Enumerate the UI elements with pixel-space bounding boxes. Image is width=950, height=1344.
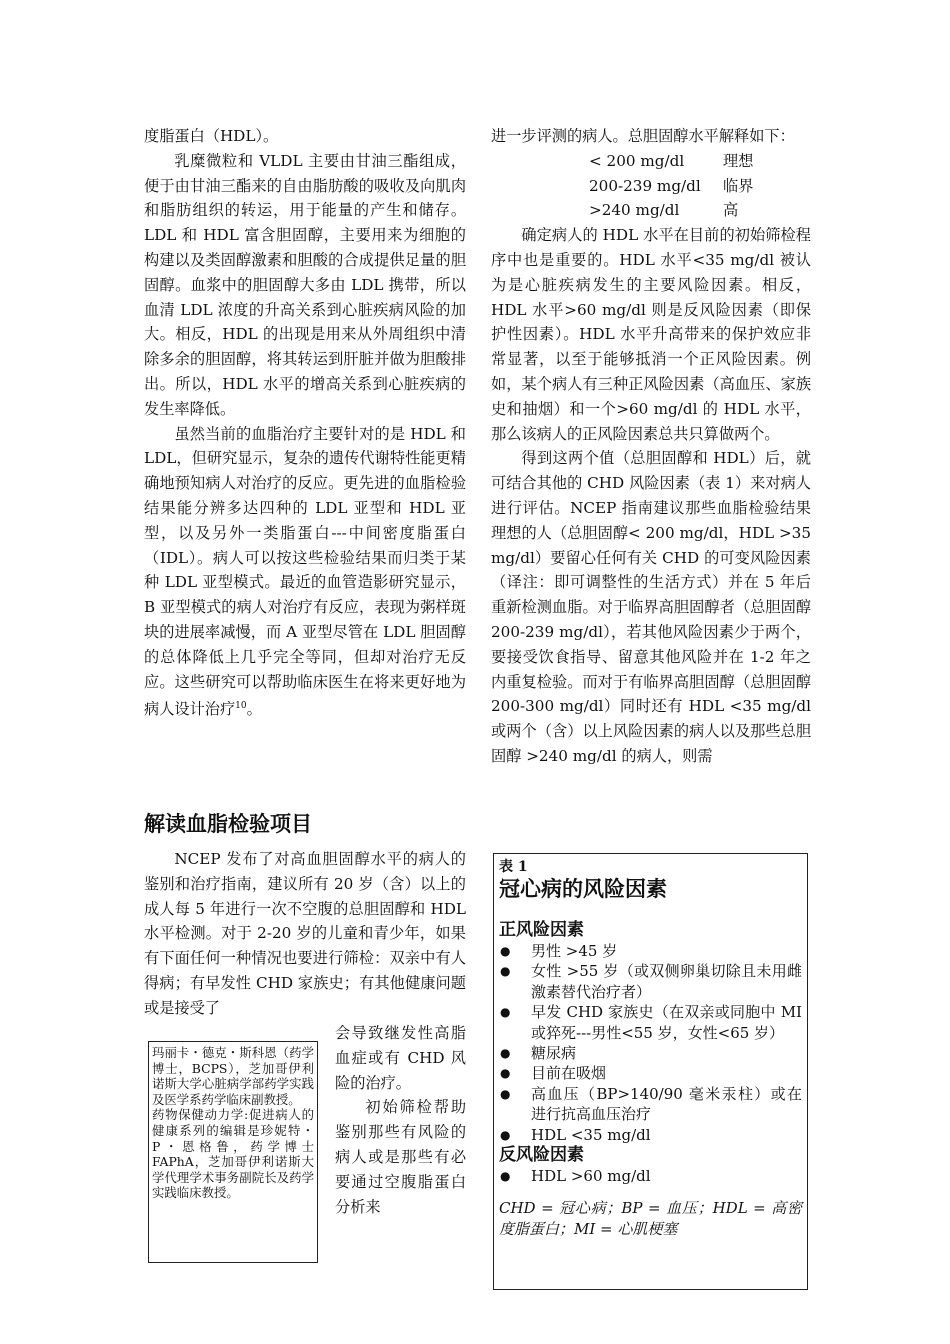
paragraph-hdl-end: 度脂蛋白（HDL）。 (144, 127, 279, 145)
negative-factors-heading: 反风险因素 (499, 1145, 584, 1166)
list-item (499, 1063, 802, 1083)
bullet-icon: ● (500, 1005, 511, 1020)
chol-value: 200-239 mg/dl (589, 176, 701, 195)
table-row (589, 174, 753, 199)
table-row (589, 149, 753, 174)
list-item-text: 男性 >45 岁 (531, 942, 618, 960)
ncep-continuation: 会导致继发性高脂血症或有 CHD 风险的治疗。 (335, 1024, 466, 1092)
hdl-paragraph: 确定病人的 HDL 水平在目前的初始筛检程序中也是重要的。HDL 水平<35 mg/dl 被认为是心脏疾病发生的主要风险因素。相反，HDL 水平>60 mg/dl 则是反风险因素（即保护性因素）。HDL 水平升高带来的保护效应非常显著，以至于能够抵消一个正风险因素。例如，某个病人有三种正风险因素（高血压、家族史和抽烟）和一个>60 mg/dl 的 HDL 水平，那么该病人的正风险因素总共只算做两个。 (491, 226, 811, 443)
bullet-icon: ● (500, 944, 511, 958)
table-title: 冠心病的风险因素 (499, 876, 667, 901)
chol-value: < 200 mg/dl (589, 151, 685, 170)
ncep-paragraph-text: NCEP 发布了对高血胆固醇水平的病人的鉴别和治疗指南，建议所有 20 岁（含）以上的成人每 5 年进行一次不空腹的总胆固醇和 HDL 水平检测。对于 2-20 岁的儿童和青少年，如果有下面任何一种情况也要进行筛检：双亲中有人得病；有早发性 CHD 家族史；有其他健康问题或是接受了 (144, 850, 466, 1017)
positive-factors-heading: 正风险因素 (499, 920, 584, 940)
bullet-icon: ● (500, 1086, 511, 1101)
section-heading: 解读血脂检验项目 (144, 812, 312, 836)
paragraph-subtypes-text: 虽然当前的血脂治疗主要针对的是 HDL 和 LDL，但研究显示，复杂的遗传代谢特性能更精确地预知病人对治疗的反应。更先进的血脂检验结果能分辨多达四种的 LDL 亚型和 HDL 亚型，以及另外一类脂蛋白---中间密度脂蛋白（IDL）。病人可以按这些检验结果而归类于某种 LDL 亚型模式。最近的血管造影研究显示，B 亚型模式的病人对治疗有反应，表现为粥样斑块的进展率减慢，而 A 亚型尽管在 LDL 胆固醇的总体降低上几乎完全等同，但却对治疗无反应。这些研究可以帮助临床医生在将来更好地为病人设计治疗 (144, 424, 466, 719)
table-label: 表 1 (499, 859, 528, 875)
list-item-text: 糖尿病 (531, 1044, 577, 1063)
list-item (499, 1002, 802, 1043)
cholesterol-levels-table (589, 149, 753, 223)
paragraph-subtypes (144, 422, 466, 723)
bullet-icon: ● (500, 964, 511, 979)
author-info-box (148, 1041, 318, 1263)
left-column (144, 124, 466, 722)
ncep-narrow-column (335, 1021, 466, 1219)
chol-label: 高 (723, 201, 739, 220)
chol-label: 临界 (723, 176, 754, 195)
bullet-icon: ● (500, 1169, 511, 1184)
screening-paragraph: 初始筛检帮助鉴别那些有风险的病人或是那些有必要通过空腹脂蛋白分析来 (335, 1098, 466, 1216)
chol-value: >240 mg/dl (589, 201, 680, 220)
list-item-text: 早发 CHD 家族史（在双亲或同胞中 MI 或猝死---男性<55 岁，女性<65 岁） (531, 1003, 802, 1042)
paragraph-subtypes-end: 。 (246, 700, 262, 719)
chol-label: 理想 (723, 151, 754, 170)
list-item (499, 961, 802, 1002)
list-item (499, 1166, 802, 1186)
reference-superscript: 10 (235, 701, 247, 712)
paragraph-lipoproteins: 乳糜微粒和 VLDL 主要由甘油三酯组成，便于由甘油三酯来的自由脂肪酸的吸收及向肌肉和脂肪组织的转运，用于能量的产生和储存。LDL 和 HDL 富含胆固醇，主要用来为细胞的构建以及类固醇激素和胆酸的合成提供足量的胆固醇。血浆中的胆固醇大多由 LDL 携带，所以血清 LDL 浓度的升高关系到心脏疾病风险的加大。相反，HDL 的出现是用来从外周组织中清除多余的胆固醇，将其转运到肝脏并做为胆酸排出。所以，HDL 水平的增高关系到心脏疾病的发生率降低。 (144, 151, 466, 418)
list-item (499, 1084, 802, 1125)
series-editor-bio: 药物保健动力学:促进病人的健康系列的编辑是珍妮特・P・恩格鲁，药学博士 FAPhA，芝加哥伊利诺斯大学代理学术事务副院长及药学实践临床教授。 (152, 1107, 314, 1201)
list-item-text: 女性 >55 岁（或双侧卵巢切除且未用雌激素替代治疗者） (531, 962, 802, 1001)
bullet-icon: ● (500, 1046, 511, 1061)
author-bio: 玛丽卡・德克・斯科恩（药学博士，BCPS），芝加哥伊利诺斯大学心脏病学部药学实践及医学系药学临床副教授。 (152, 1045, 314, 1107)
list-item-text: HDL <35 mg/dl (531, 1125, 651, 1144)
evaluation-paragraph: 得到这两个值（总胆固醇和 HDL）后，就可结合其他的 CHD 风险因素（表 1）来对病人进行评估。NCEP 指南建议那些血脂检验结果理想的人（总胆固醇< 200 mg/dl，HDL >35 mg/dl）要留心任何有关 CHD 的可变风险因素（译注：即可调整性的生活方式）并在 5 年后重新检测血脂。对于临界高胆固醇者（总胆固醇 200-239 mg/dl），若其他风险因素少于两个，要接受饮食指导、留意其他风险并在 1-2 年之内重复检验。而对于有临界高胆固醇（总胆固醇 200-300 mg/dl）同时还有 HDL <35 mg/dl 或两个（含）以上风险因素的病人以及那些总胆固醇 >240 mg/dl 的病人，则需 (491, 449, 811, 765)
list-item (499, 1125, 802, 1145)
list-item-text: 高血压（BP>140/90 毫米汞柱）或在进行抗高血压治疗 (531, 1084, 802, 1124)
right-column (491, 124, 811, 769)
ncep-paragraph (144, 847, 466, 1021)
cholesterol-intro: 进一步评测的病人。总胆固醇水平解释如下： (491, 127, 795, 145)
negative-factors-list (499, 1166, 802, 1186)
list-item-text: HDL >60 mg/dl (531, 1167, 651, 1186)
table-footnote: CHD = 冠心病；BP = 血压；HDL = 高密度脂蛋白；MI = 心肌梗塞 (499, 1199, 802, 1239)
positive-factors-list (499, 941, 802, 1145)
list-item (499, 941, 802, 961)
risk-factor-table (493, 853, 808, 1290)
table-row (589, 198, 753, 223)
list-item-text: 目前在吸烟 (531, 1064, 607, 1083)
list-item (499, 1043, 802, 1063)
bullet-icon: ● (500, 1066, 511, 1081)
bullet-icon: ● (500, 1127, 511, 1142)
